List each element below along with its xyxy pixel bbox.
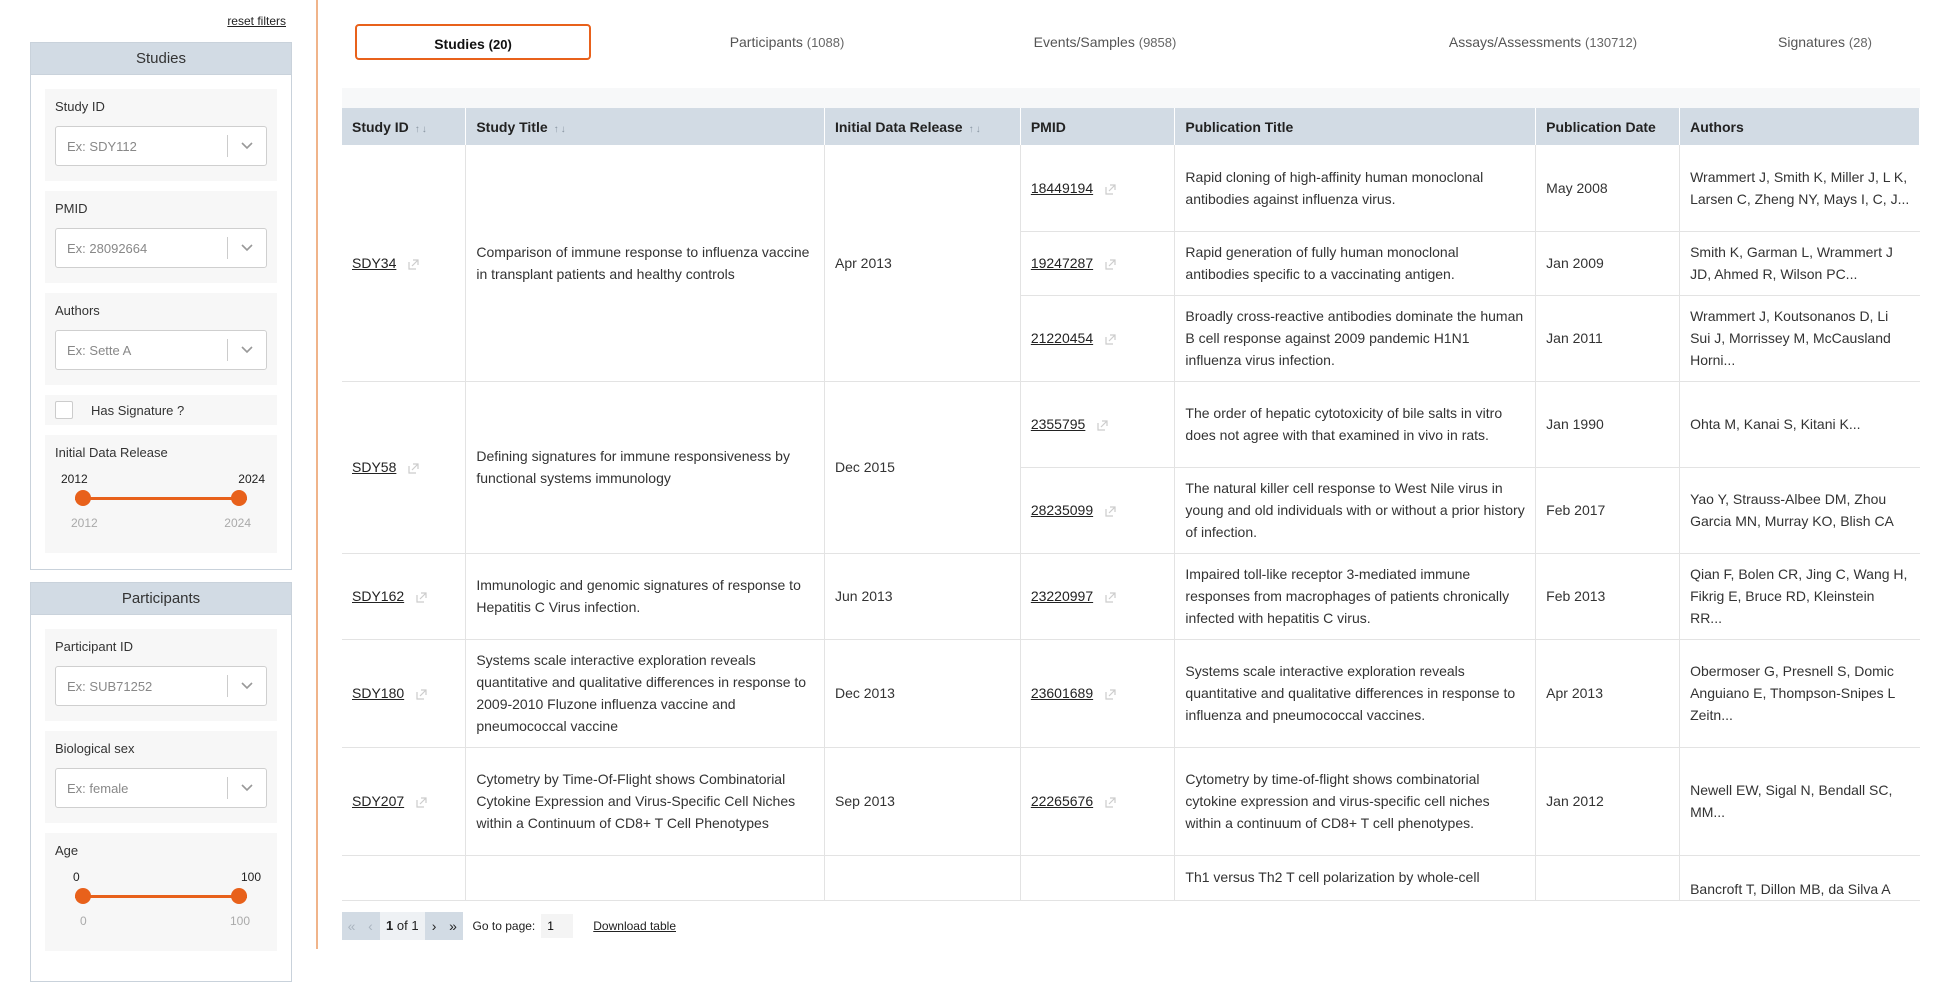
studies-table xyxy=(342,108,1920,901)
study-id-select[interactable] xyxy=(55,126,267,166)
studies-filter-panel xyxy=(30,42,292,570)
main-content xyxy=(320,0,1920,949)
authors-cell: Newell EW, Sigal N, Bendall SC, MM... xyxy=(1680,747,1920,855)
download-table-link[interactable]: Download table xyxy=(593,919,676,933)
publication-date-cell: Jan 2012 xyxy=(1536,747,1680,855)
col-header-label: Study Title xyxy=(476,118,548,135)
external-link-icon[interactable] xyxy=(1105,689,1116,700)
col-header-pmid xyxy=(1020,108,1175,145)
chevron-down-icon[interactable] xyxy=(240,678,254,692)
sex-filter xyxy=(45,731,277,823)
tab-count: (20) xyxy=(488,37,512,52)
slider-max-tick: 100 xyxy=(229,914,250,928)
initial-release-slider[interactable] xyxy=(55,472,267,534)
authors-cell: Wrammert J, Koutsonanos D, Li Sui J, Morrissey M, McCausland Horni... xyxy=(1680,295,1920,381)
slider-track[interactable] xyxy=(75,895,247,898)
study-title-cell xyxy=(466,855,825,900)
external-link-icon[interactable] xyxy=(408,463,419,474)
tab-label: Studies xyxy=(434,36,485,52)
slider-track[interactable] xyxy=(75,497,247,500)
external-link-icon[interactable] xyxy=(1097,420,1108,431)
select-separator xyxy=(227,777,228,799)
participants-filter-panel xyxy=(30,582,292,982)
select-separator xyxy=(227,135,228,157)
reset-filters-link[interactable]: reset filters xyxy=(227,14,286,28)
authors-cell: Qian F, Bolen CR, Jing C, Wang H, Fikrig E, Bruce RD, Kleinstein RR... xyxy=(1680,553,1920,639)
col-header-label: Authors xyxy=(1690,118,1744,135)
slider-min-value: 2012 xyxy=(61,472,88,486)
study-id-link[interactable]: SDY180 xyxy=(352,685,405,701)
chevron-down-icon[interactable] xyxy=(240,240,254,254)
slider-max-handle[interactable] xyxy=(231,490,247,506)
external-link-icon[interactable] xyxy=(1105,184,1116,195)
participant-id-label: Participant ID xyxy=(55,639,134,654)
pmid-link[interactable]: 21220454 xyxy=(1030,330,1094,346)
tab-label: Assays/Assessments xyxy=(1448,34,1582,50)
pmid-label: PMID xyxy=(55,201,88,216)
tab-label: Participants xyxy=(729,34,803,50)
sort-icon[interactable]: ↑↓ xyxy=(553,123,568,135)
pmid-link[interactable]: 22265676 xyxy=(1030,793,1094,809)
study-id-cell xyxy=(342,855,466,900)
publication-title-cell: Broadly cross-reactive antibodies dominate the human B cell response against 2009 pandemic H1N1 influenza virus infection. xyxy=(1175,295,1536,381)
table-row xyxy=(342,855,1920,900)
table-row xyxy=(342,747,1920,855)
study-title-cell: Comparison of immune response to influenza vaccine in transplant patients and healthy controls xyxy=(466,145,825,381)
external-link-icon[interactable] xyxy=(1105,259,1116,270)
initial-release-cell: Dec 2015 xyxy=(824,381,1020,553)
initial-release-cell xyxy=(824,855,1020,900)
age-filter xyxy=(45,833,277,951)
study-id-link[interactable]: SDY58 xyxy=(352,459,397,475)
study-id-cell xyxy=(342,553,466,639)
authors-cell: Obermoser G, Presnell S, Domic Anguiano E, Thompson-Snipes L Zeitn... xyxy=(1680,639,1920,747)
table-row xyxy=(342,381,1920,467)
participants-panel-title: Participants xyxy=(31,583,291,615)
current-page: 1 xyxy=(386,918,394,933)
chevron-down-icon[interactable] xyxy=(240,342,254,356)
chevron-down-icon[interactable] xyxy=(240,138,254,152)
slider-min-value: 0 xyxy=(73,870,80,884)
slider-max-value: 2024 xyxy=(238,472,265,486)
external-link-icon[interactable] xyxy=(1105,797,1116,808)
publication-title-cell: The natural killer cell response to West Nile virus in young and old individuals with or without a prior history of infection. xyxy=(1175,467,1536,553)
external-link-icon[interactable] xyxy=(1105,592,1116,603)
studies-table-container[interactable] xyxy=(342,88,1920,897)
pmid-filter xyxy=(45,191,277,283)
tab-signatures[interactable] xyxy=(1710,24,1940,60)
initial-release-filter xyxy=(45,435,277,553)
tab-count: (28) xyxy=(1848,35,1872,50)
initial-release-label: Initial Data Release xyxy=(55,445,168,460)
pmid-cell xyxy=(1020,855,1175,900)
study-title-cell: Immunologic and genomic signatures of response to Hepatitis C Virus infection. xyxy=(466,553,825,639)
initial-release-cell: Apr 2013 xyxy=(824,145,1020,381)
first-page-button[interactable]: « xyxy=(342,912,361,940)
sort-icon[interactable]: ↑↓ xyxy=(414,123,429,135)
studies-panel-title: Studies xyxy=(31,43,291,75)
publication-date-cell xyxy=(1536,855,1680,900)
slider-min-tick: 0 xyxy=(80,914,87,928)
tab-assays-assessments[interactable] xyxy=(1320,24,1766,60)
external-link-icon[interactable] xyxy=(1105,334,1116,345)
table-row xyxy=(342,639,1920,747)
pmid-link[interactable]: 23220997 xyxy=(1030,588,1094,604)
pagination-bar xyxy=(342,912,676,940)
pmid-cell xyxy=(1020,231,1175,295)
col-header-label: Study ID xyxy=(352,118,409,135)
table-row xyxy=(342,145,1920,231)
page-total: of 1 xyxy=(396,918,419,933)
study-id-cell xyxy=(342,145,466,381)
filters-sidebar xyxy=(0,0,318,949)
pmid-link[interactable]: 18449194 xyxy=(1030,179,1094,196)
external-link-icon[interactable] xyxy=(416,689,427,700)
col-header-label: PMID xyxy=(1030,118,1066,135)
pmid-cell xyxy=(1020,145,1175,231)
study-title-cell: Cytometry by Time-Of-Flight shows Combinatorial Cytokine Expression and Virus-Specific Cell Niches within a Continuum of CD8+ T Cell Phenotypes xyxy=(466,747,825,855)
tab-label: Signatures xyxy=(1778,34,1845,50)
col-header-label: Publication Title xyxy=(1185,118,1294,135)
publication-date-cell: Jan 2011 xyxy=(1536,295,1680,381)
pmid-link[interactable]: 28235099 xyxy=(1030,502,1094,518)
tab-events-samples[interactable] xyxy=(940,24,1270,60)
select-separator xyxy=(227,339,228,361)
next-page-button[interactable]: › xyxy=(425,912,444,940)
publication-date-cell: May 2008 xyxy=(1536,145,1680,231)
goto-page-label: Go to page: xyxy=(472,919,536,933)
publication-title-cell: Rapid cloning of high-affinity human monoclonal antibodies against influenza virus. xyxy=(1175,145,1536,231)
prev-page-button[interactable]: ‹ xyxy=(361,912,380,940)
study-id-cell xyxy=(342,381,466,553)
authors-placeholder: Ex: Sette A xyxy=(67,343,132,358)
col-header-initial-release[interactable] xyxy=(824,108,1020,145)
col-header-publication-date xyxy=(1536,108,1680,145)
tab-count: (130712) xyxy=(1585,35,1638,50)
publication-title-cell: Cytometry by time-of-flight shows combinatorial cytokine expression and virus-specific cell niches within a continuum of CD8+ T cell phenotypes. xyxy=(1175,747,1536,855)
tab-studies[interactable] xyxy=(355,24,591,60)
initial-release-cell: Sep 2013 xyxy=(824,747,1020,855)
pmid-cell xyxy=(1020,639,1175,747)
publication-title-cell: Th1 versus Th2 T cell polarization by whole-cell xyxy=(1175,855,1536,900)
slider-min-handle[interactable] xyxy=(75,888,91,904)
participant-id-select[interactable] xyxy=(55,666,267,706)
col-header-study-id[interactable] xyxy=(342,108,466,145)
tab-count: (9858) xyxy=(1138,35,1177,50)
col-header-study-title[interactable] xyxy=(466,108,825,145)
tab-bar xyxy=(320,24,1920,60)
authors-cell: Yao Y, Strauss-Albee DM, Zhou Garcia MN, Murray KO, Blish CA xyxy=(1680,467,1920,553)
slider-max-handle[interactable] xyxy=(231,888,247,904)
goto-page-input[interactable] xyxy=(541,914,573,938)
pmid-cell xyxy=(1020,295,1175,381)
study-id-filter xyxy=(45,89,277,181)
publication-title-cell: Impaired toll-like receptor 3-mediated immune responses from macrophages of patients chronically infected with hepatitis C virus. xyxy=(1175,553,1536,639)
table-row xyxy=(342,553,1920,639)
col-header-authors xyxy=(1680,108,1920,145)
tab-participants[interactable] xyxy=(650,24,924,60)
pmid-select[interactable] xyxy=(55,228,267,268)
study-id-label: Study ID xyxy=(55,99,105,114)
initial-release-cell: Dec 2013 xyxy=(824,639,1020,747)
sex-select[interactable] xyxy=(55,768,267,808)
col-header-publication-title xyxy=(1175,108,1536,145)
pmid-cell xyxy=(1020,467,1175,553)
participant-id-filter xyxy=(45,629,277,721)
has-signature-filter xyxy=(45,395,277,425)
pmid-placeholder: Ex: 28092664 xyxy=(67,241,148,256)
chevron-down-icon[interactable] xyxy=(240,780,254,794)
pmid-cell xyxy=(1020,747,1175,855)
slider-max-tick: 2024 xyxy=(224,516,251,530)
authors-cell: Ohta M, Kanai S, Kitani K... xyxy=(1680,381,1920,467)
sort-icon[interactable]: ↑↓ xyxy=(968,123,983,135)
publication-title-cell: Systems scale interactive exploration reveals quantitative and qualitative differences in response to influenza and pneumococcal vaccines. xyxy=(1175,639,1536,747)
has-signature-label: Has Signature ? xyxy=(91,402,185,418)
col-header-label: Publication Date xyxy=(1546,118,1656,135)
last-page-button[interactable]: » xyxy=(444,912,463,940)
study-id-cell xyxy=(342,639,466,747)
external-link-icon[interactable] xyxy=(416,592,427,603)
study-id-cell xyxy=(342,747,466,855)
authors-cell: Bancroft T, Dillon MB, da Silva A xyxy=(1680,855,1920,900)
authors-cell: Wrammert J, Smith K, Miller J, L K, Larsen C, Zheng NY, Mays I, C, J... xyxy=(1680,145,1920,231)
external-link-icon[interactable] xyxy=(416,797,427,808)
external-link-icon[interactable] xyxy=(1105,506,1116,517)
pmid-link[interactable]: 19247287 xyxy=(1030,255,1094,271)
publication-date-cell: Jan 2009 xyxy=(1536,231,1680,295)
authors-filter xyxy=(45,293,277,385)
col-header-label: Initial Data Release xyxy=(834,118,963,135)
sex-label: Biological sex xyxy=(55,741,135,756)
tab-count: (1088) xyxy=(806,35,845,50)
pmid-cell xyxy=(1020,553,1175,639)
tab-label: Events/Samples xyxy=(1033,34,1135,50)
slider-min-tick: 2012 xyxy=(71,516,98,530)
study-id-placeholder: Ex: SDY112 xyxy=(67,139,137,154)
age-label: Age xyxy=(55,843,79,858)
slider-min-handle[interactable] xyxy=(75,490,91,506)
age-slider[interactable] xyxy=(55,870,267,932)
study-id-link[interactable]: SDY207 xyxy=(352,793,405,809)
study-title-cell: Systems scale interactive exploration reveals quantitative and qualitative differences in response to 2009-2010 Fluzone influenza vaccine and pneumococcal vaccine xyxy=(466,639,825,747)
publication-date-cell: Apr 2013 xyxy=(1536,639,1680,747)
table-top-spacer xyxy=(342,88,1920,108)
initial-release-cell: Jun 2013 xyxy=(824,553,1020,639)
pmid-link[interactable]: 23601689 xyxy=(1030,685,1094,701)
authors-select[interactable] xyxy=(55,330,267,370)
table-header-row xyxy=(342,108,1920,145)
publication-date-cell: Feb 2017 xyxy=(1536,467,1680,553)
select-separator xyxy=(227,675,228,697)
sex-placeholder: Ex: female xyxy=(67,781,129,796)
pmid-cell xyxy=(1020,381,1175,467)
publication-date-cell: Feb 2013 xyxy=(1536,553,1680,639)
authors-label: Authors xyxy=(55,303,100,318)
page-indicator xyxy=(380,912,425,940)
publication-title-cell: Rapid generation of fully human monoclonal antibodies specific to a vaccinating antigen. xyxy=(1175,231,1536,295)
participant-id-placeholder: Ex: SUB71252 xyxy=(67,679,153,694)
publication-title-cell: The order of hepatic cytotoxicity of bile salts in vitro does not agree with that examined in vivo in rats. xyxy=(1175,381,1536,467)
has-signature-checkbox[interactable] xyxy=(55,401,73,419)
select-separator xyxy=(227,237,228,259)
study-id-link[interactable]: SDY34 xyxy=(352,254,397,271)
slider-max-value: 100 xyxy=(240,870,261,884)
authors-cell: Smith K, Garman L, Wrammert J JD, Ahmed R, Wilson PC... xyxy=(1680,231,1920,295)
publication-date-cell: Jan 1990 xyxy=(1536,381,1680,467)
pmid-link[interactable]: 2355795 xyxy=(1030,416,1086,432)
study-id-link[interactable]: SDY162 xyxy=(352,588,405,604)
study-title-cell: Defining signatures for immune responsiveness by functional systems immunology xyxy=(466,381,825,553)
external-link-icon[interactable] xyxy=(408,259,419,270)
